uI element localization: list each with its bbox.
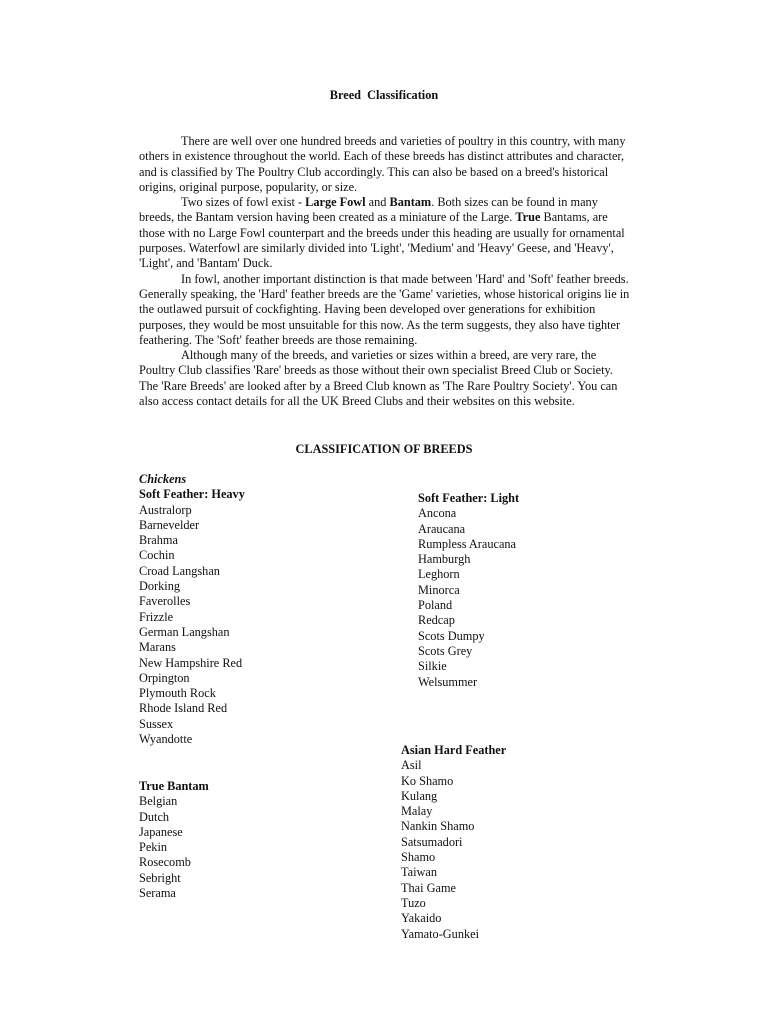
breed-item: Plymouth Rock bbox=[139, 686, 216, 701]
soft-light-group bbox=[418, 491, 519, 690]
p2-text-c: and bbox=[365, 195, 390, 210]
intro-section bbox=[139, 134, 631, 409]
classification-heading: CLASSIFICATION OF BREEDS bbox=[295, 442, 473, 456]
breed-item: Cochin bbox=[139, 548, 175, 563]
p2-text-a: Two sizes of fowl exist - bbox=[181, 195, 306, 210]
chickens-label: Chickens bbox=[139, 472, 187, 486]
breed-item: Hamburgh bbox=[418, 552, 471, 567]
breed-item: Ancona bbox=[418, 506, 457, 521]
breed-item: Ko Shamo bbox=[401, 773, 454, 788]
breed-item: Rosecomb bbox=[139, 855, 191, 870]
asian-hard-group bbox=[401, 743, 506, 942]
breed-item: Pekin bbox=[139, 840, 168, 855]
group-heading: Soft Feather: Heavy bbox=[139, 487, 245, 502]
bantam-term: Bantam bbox=[389, 195, 432, 210]
breed-item: Araucana bbox=[418, 521, 466, 536]
breed-list bbox=[401, 758, 506, 942]
intro-paragraph-3: In fowl, another important distinction is that made between 'Hard' and 'Soft' feather breeds. Generally speaking, the 'Hard' feather breeds are the 'Game' varieties, whose historical origins lie in the outlawed pursuit of cockfighting. Having been developed over generations for exhibition purposes, they would be most unsuitable for this now. As the term suggests, they also have tighter feathering. The 'Soft' feather breeds are those remaining. bbox=[139, 271, 630, 347]
breed-item: Welsummer bbox=[418, 674, 478, 689]
breed-item: Rumpless Araucana bbox=[418, 536, 517, 551]
breed-item: Japanese bbox=[139, 824, 183, 839]
group-heading: True Bantam bbox=[139, 779, 209, 793]
p2-text-e: . Both sizes can be found in many breeds, the Bantam version having been created as a miniature of the Large. bbox=[139, 195, 598, 225]
breed-item: Leghorn bbox=[418, 567, 460, 582]
breed-item: Nankin Shamo bbox=[401, 819, 475, 834]
breed-item: Poland bbox=[418, 598, 453, 613]
breed-item: Malay bbox=[401, 804, 433, 819]
breed-item: Minorca bbox=[418, 582, 460, 597]
breed-list bbox=[139, 503, 245, 748]
breed-item: Wyandotte bbox=[139, 732, 193, 747]
group-heading: Asian Hard Feather bbox=[401, 743, 507, 757]
breed-item: Scots Grey bbox=[418, 643, 473, 658]
breed-item: New Hampshire Red bbox=[139, 655, 243, 670]
breed-item: Marans bbox=[139, 640, 176, 655]
breed-item: Yakaido bbox=[401, 911, 442, 926]
breed-item: Kulang bbox=[401, 788, 438, 803]
breed-item: Australorp bbox=[139, 502, 192, 517]
page-title: Breed Classification bbox=[329, 88, 439, 102]
breed-item: Rhode Island Red bbox=[139, 701, 228, 716]
breed-item: Asil bbox=[401, 758, 422, 773]
breed-item: Scots Dumpy bbox=[418, 628, 485, 643]
breed-item: Barnevelder bbox=[139, 517, 200, 532]
true-term: True bbox=[515, 210, 541, 225]
breed-item: Dorking bbox=[139, 579, 180, 594]
breed-item: Serama bbox=[139, 886, 176, 901]
breed-item: Belgian bbox=[139, 794, 178, 809]
breed-list bbox=[418, 506, 519, 690]
intro-paragraph-4: Although many of the breeds, and varieties or sizes within a breed, are very rare, the Poultry Club classifies 'Rare' breeds as those without their own specialist Breed Club or Society. The 'Rare Breeds' are looked after by a Breed Club known as 'The Rare Poultry Society'. You can also access contact details for all the UK Breed Clubs and their websites on this website. bbox=[139, 348, 618, 409]
soft-heavy-group bbox=[139, 472, 245, 747]
p2-text-g: Bantams, are those with no Large Fowl counterpart and the breeds under this heading are usually for ornamental purposes. Waterfowl are similarly divided into 'Light', 'Medium' and 'Heavy' Geese, and 'Heavy', 'Light', and 'Bantam' Duck. bbox=[139, 210, 625, 271]
true-bantam-group bbox=[139, 779, 209, 901]
breed-item: Silkie bbox=[418, 659, 447, 674]
breed-item: Taiwan bbox=[401, 865, 438, 880]
breed-item: German Langshan bbox=[139, 624, 230, 639]
breed-item: Shamo bbox=[401, 850, 436, 865]
breed-item: Sebright bbox=[139, 870, 181, 885]
intro-paragraph-1: There are well over one hundred breeds and varieties of poultry in this country, with many others in existence throughout the world. Each of these breeds has distinct attributes and character, and is classified by The Poultry Club accordingly. This can also be based on a breed's historical origins, original purpose, popularity, or size. bbox=[139, 134, 626, 194]
large-fowl-term: Large Fowl bbox=[305, 195, 366, 210]
breed-item: Satsumadori bbox=[401, 834, 463, 849]
breed-item: Orpington bbox=[139, 670, 190, 685]
intro-paragraph-2 bbox=[139, 195, 631, 271]
breed-item: Tuzo bbox=[401, 895, 426, 910]
breed-item: Yamato-Gunkei bbox=[401, 926, 479, 941]
breed-item: Redcap bbox=[418, 613, 455, 628]
breed-item: Croad Langshan bbox=[139, 563, 220, 578]
breed-item: Frizzle bbox=[139, 609, 174, 624]
breed-item: Thai Game bbox=[401, 880, 456, 895]
breed-item: Dutch bbox=[139, 809, 170, 824]
breed-item: Faverolles bbox=[139, 594, 191, 609]
breed-list bbox=[139, 794, 209, 901]
breed-item: Brahma bbox=[139, 533, 178, 548]
group-heading: Soft Feather: Light bbox=[418, 491, 520, 505]
breed-item: Sussex bbox=[139, 716, 174, 731]
